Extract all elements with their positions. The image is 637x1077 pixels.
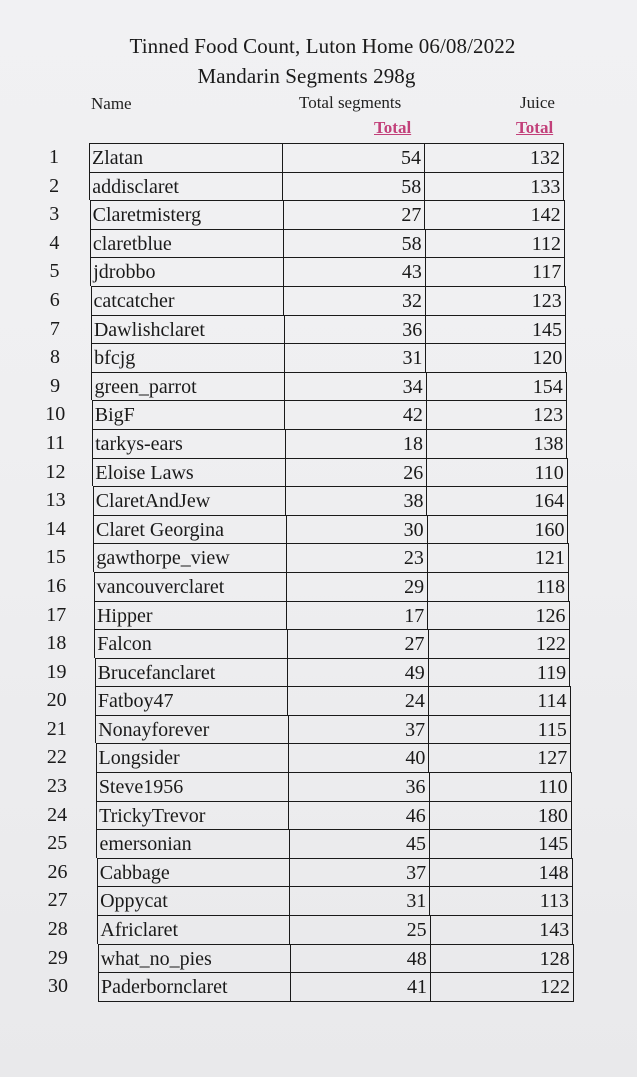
name-cell: Brucefanclaret <box>95 658 288 687</box>
juice-cell: 113 <box>430 886 573 915</box>
juice-cell: 110 <box>427 458 568 487</box>
table-row <box>0 543 637 572</box>
segments-cell: 26 <box>285 458 427 487</box>
juice-cell: 148 <box>430 858 572 887</box>
table-row <box>0 172 637 201</box>
name-cell: ClaretAndJew <box>93 486 287 515</box>
row-number: 11 <box>45 431 65 454</box>
name-cell: claretblue <box>90 229 284 258</box>
table-row <box>0 315 637 344</box>
table-row <box>0 915 637 944</box>
row-number: 12 <box>45 460 66 483</box>
juice-cell: 138 <box>427 429 567 458</box>
juice-cell: 145 <box>430 829 572 858</box>
row-number: 13 <box>45 489 66 512</box>
name-cell: BigF <box>92 400 286 429</box>
name-cell: Longsider <box>96 743 289 772</box>
row-number: 6 <box>49 288 60 311</box>
juice-cell: 127 <box>429 743 571 772</box>
segments-cell: 36 <box>284 315 427 344</box>
juice-cell: 132 <box>425 143 564 172</box>
table-row <box>0 715 637 744</box>
table-row <box>0 286 637 315</box>
table-row <box>0 572 637 601</box>
name-cell: bfcjg <box>91 343 285 372</box>
name-cell: tarkys-ears <box>92 429 286 458</box>
table-row <box>0 743 637 772</box>
table-row <box>0 686 637 715</box>
name-cell: Steve1956 <box>96 772 289 801</box>
segments-cell: 31 <box>289 886 430 915</box>
table-row <box>0 400 637 429</box>
row-number: 10 <box>45 403 66 426</box>
segments-cell: 41 <box>290 972 431 1001</box>
table-row <box>0 200 637 229</box>
segments-cell: 25 <box>289 915 430 944</box>
table-row <box>0 829 637 858</box>
results-table <box>0 143 637 1001</box>
table-row <box>0 972 637 1001</box>
juice-cell: 133 <box>425 172 564 201</box>
segments-cell: 58 <box>283 229 426 258</box>
row-number: 17 <box>46 603 67 626</box>
name-cell: Claret Georgina <box>93 515 287 544</box>
juice-cell: 114 <box>429 686 571 715</box>
segments-cell: 46 <box>288 801 429 830</box>
table-row <box>0 343 637 372</box>
name-cell: Africlaret <box>97 915 290 944</box>
segments-cell: 43 <box>283 257 426 286</box>
segments-cell: 37 <box>289 858 430 887</box>
table-row <box>0 944 637 973</box>
table-row <box>0 429 637 458</box>
segments-cell: 34 <box>284 372 426 401</box>
juice-cell: 117 <box>426 257 566 286</box>
table-row <box>0 886 637 915</box>
name-cell: Claretmisterg <box>90 200 284 229</box>
row-number: 24 <box>47 803 68 826</box>
name-cell: addisclaret <box>89 172 283 201</box>
row-number: 9 <box>50 374 61 397</box>
row-number: 14 <box>45 517 66 540</box>
segments-cell: 24 <box>287 686 429 715</box>
table-row <box>0 601 637 630</box>
juice-cell: 115 <box>429 715 571 744</box>
row-number: 5 <box>49 260 60 283</box>
segments-cell: 42 <box>284 400 426 429</box>
table-row <box>0 257 637 286</box>
juice-cell: 154 <box>427 372 567 401</box>
row-number: 25 <box>47 832 68 855</box>
name-cell: Hipper <box>94 601 287 630</box>
segments-cell: 31 <box>284 343 427 372</box>
juice-cell: 128 <box>431 944 574 973</box>
name-cell: Eloise Laws <box>92 458 286 487</box>
segments-cell: 18 <box>285 429 427 458</box>
table-row <box>0 772 637 801</box>
segments-cell: 29 <box>286 572 428 601</box>
name-cell: catcatcher <box>91 286 285 315</box>
juice-cell: 122 <box>431 972 574 1001</box>
table-row <box>0 629 637 658</box>
juice-cell: 120 <box>426 343 566 372</box>
name-cell: Dawlishclaret <box>91 315 285 344</box>
juice-cell: 122 <box>429 629 570 658</box>
page-subtitle: Mandarin Segments 298g <box>197 64 416 88</box>
table-row <box>0 486 637 515</box>
segments-cell: 58 <box>282 172 425 201</box>
juice-cell: 123 <box>426 286 566 315</box>
table-row <box>0 858 637 887</box>
name-cell: what_no_pies <box>98 944 291 973</box>
segments-cell: 48 <box>290 944 431 973</box>
table-row <box>0 801 637 830</box>
name-cell: Falcon <box>94 629 287 658</box>
row-number: 1 <box>49 146 59 168</box>
row-number: 3 <box>49 203 60 226</box>
segments-cell: 23 <box>286 543 428 572</box>
segments-cell: 27 <box>283 200 426 229</box>
table-bottom-border <box>98 1001 574 1002</box>
row-number: 22 <box>46 746 67 769</box>
page-title: Tinned Food Count, Luton Home 06/08/2022 <box>129 34 516 58</box>
segments-cell: 49 <box>287 658 429 687</box>
juice-cell: 143 <box>431 915 574 944</box>
table-row <box>0 658 637 687</box>
name-cell: vancouverclaret <box>94 572 287 601</box>
row-number: 29 <box>47 946 68 969</box>
row-number: 2 <box>49 174 60 197</box>
segments-cell: 27 <box>287 629 429 658</box>
table-row <box>0 143 637 172</box>
row-number: 16 <box>46 574 67 597</box>
juice-cell: 160 <box>428 515 569 544</box>
row-number: 30 <box>48 975 68 998</box>
row-number: 8 <box>49 346 60 369</box>
segments-cell: 40 <box>288 743 430 772</box>
name-cell: Nonayforever <box>95 715 288 744</box>
table-row <box>0 372 637 401</box>
row-number: 4 <box>49 231 60 254</box>
juice-cell: 112 <box>426 229 565 258</box>
segments-cell: 30 <box>286 515 428 544</box>
juice-cell: 180 <box>430 801 572 830</box>
row-number: 18 <box>46 632 67 655</box>
juice-total-label: Total <box>516 118 554 137</box>
juice-cell: 126 <box>428 601 569 630</box>
segments-cell: 37 <box>288 715 430 744</box>
juice-cell: 118 <box>428 572 569 601</box>
name-cell: Cabbage <box>97 858 290 887</box>
segments-cell: 38 <box>285 486 427 515</box>
row-number: 7 <box>49 317 60 340</box>
segments-cell: 32 <box>283 286 426 315</box>
juice-cell: 164 <box>427 486 568 515</box>
row-number: 19 <box>46 660 67 683</box>
segments-cell: 54 <box>282 143 425 172</box>
segments-cell: 36 <box>288 772 429 801</box>
name-cell: Zlatan <box>89 143 283 172</box>
juice-cell: 121 <box>428 543 569 572</box>
table-row <box>0 515 637 544</box>
segments-cell: 17 <box>286 601 428 630</box>
name-cell: emersonian <box>96 829 289 858</box>
row-number: 26 <box>47 860 68 883</box>
row-number: 28 <box>47 918 68 941</box>
juice-cell: 123 <box>427 400 567 429</box>
row-number: 15 <box>45 546 66 569</box>
name-cell: Paderbornclaret <box>98 972 291 1001</box>
column-header-name: Name <box>91 94 132 113</box>
row-number: 20 <box>46 689 67 712</box>
name-cell: green_parrot <box>91 372 285 401</box>
table-row <box>0 458 637 487</box>
table-row <box>0 229 637 258</box>
juice-cell: 110 <box>430 772 572 801</box>
juice-cell: 145 <box>426 315 566 344</box>
name-cell: gawthorpe_view <box>93 543 287 572</box>
column-header-segments: Total segments <box>299 93 402 112</box>
name-cell: jdrobbo <box>90 257 284 286</box>
segments-cell: 45 <box>289 829 430 858</box>
juice-cell: 142 <box>425 200 564 229</box>
row-number: 21 <box>46 717 67 740</box>
name-cell: TrickyTrevor <box>96 801 289 830</box>
name-cell: Fatboy47 <box>95 686 288 715</box>
row-number: 23 <box>47 775 68 798</box>
segments-total-label: Total <box>374 118 412 137</box>
row-number: 27 <box>47 889 68 912</box>
column-header-juice: Juice <box>520 93 555 112</box>
name-cell: Oppycat <box>97 886 290 915</box>
juice-cell: 119 <box>429 658 570 687</box>
